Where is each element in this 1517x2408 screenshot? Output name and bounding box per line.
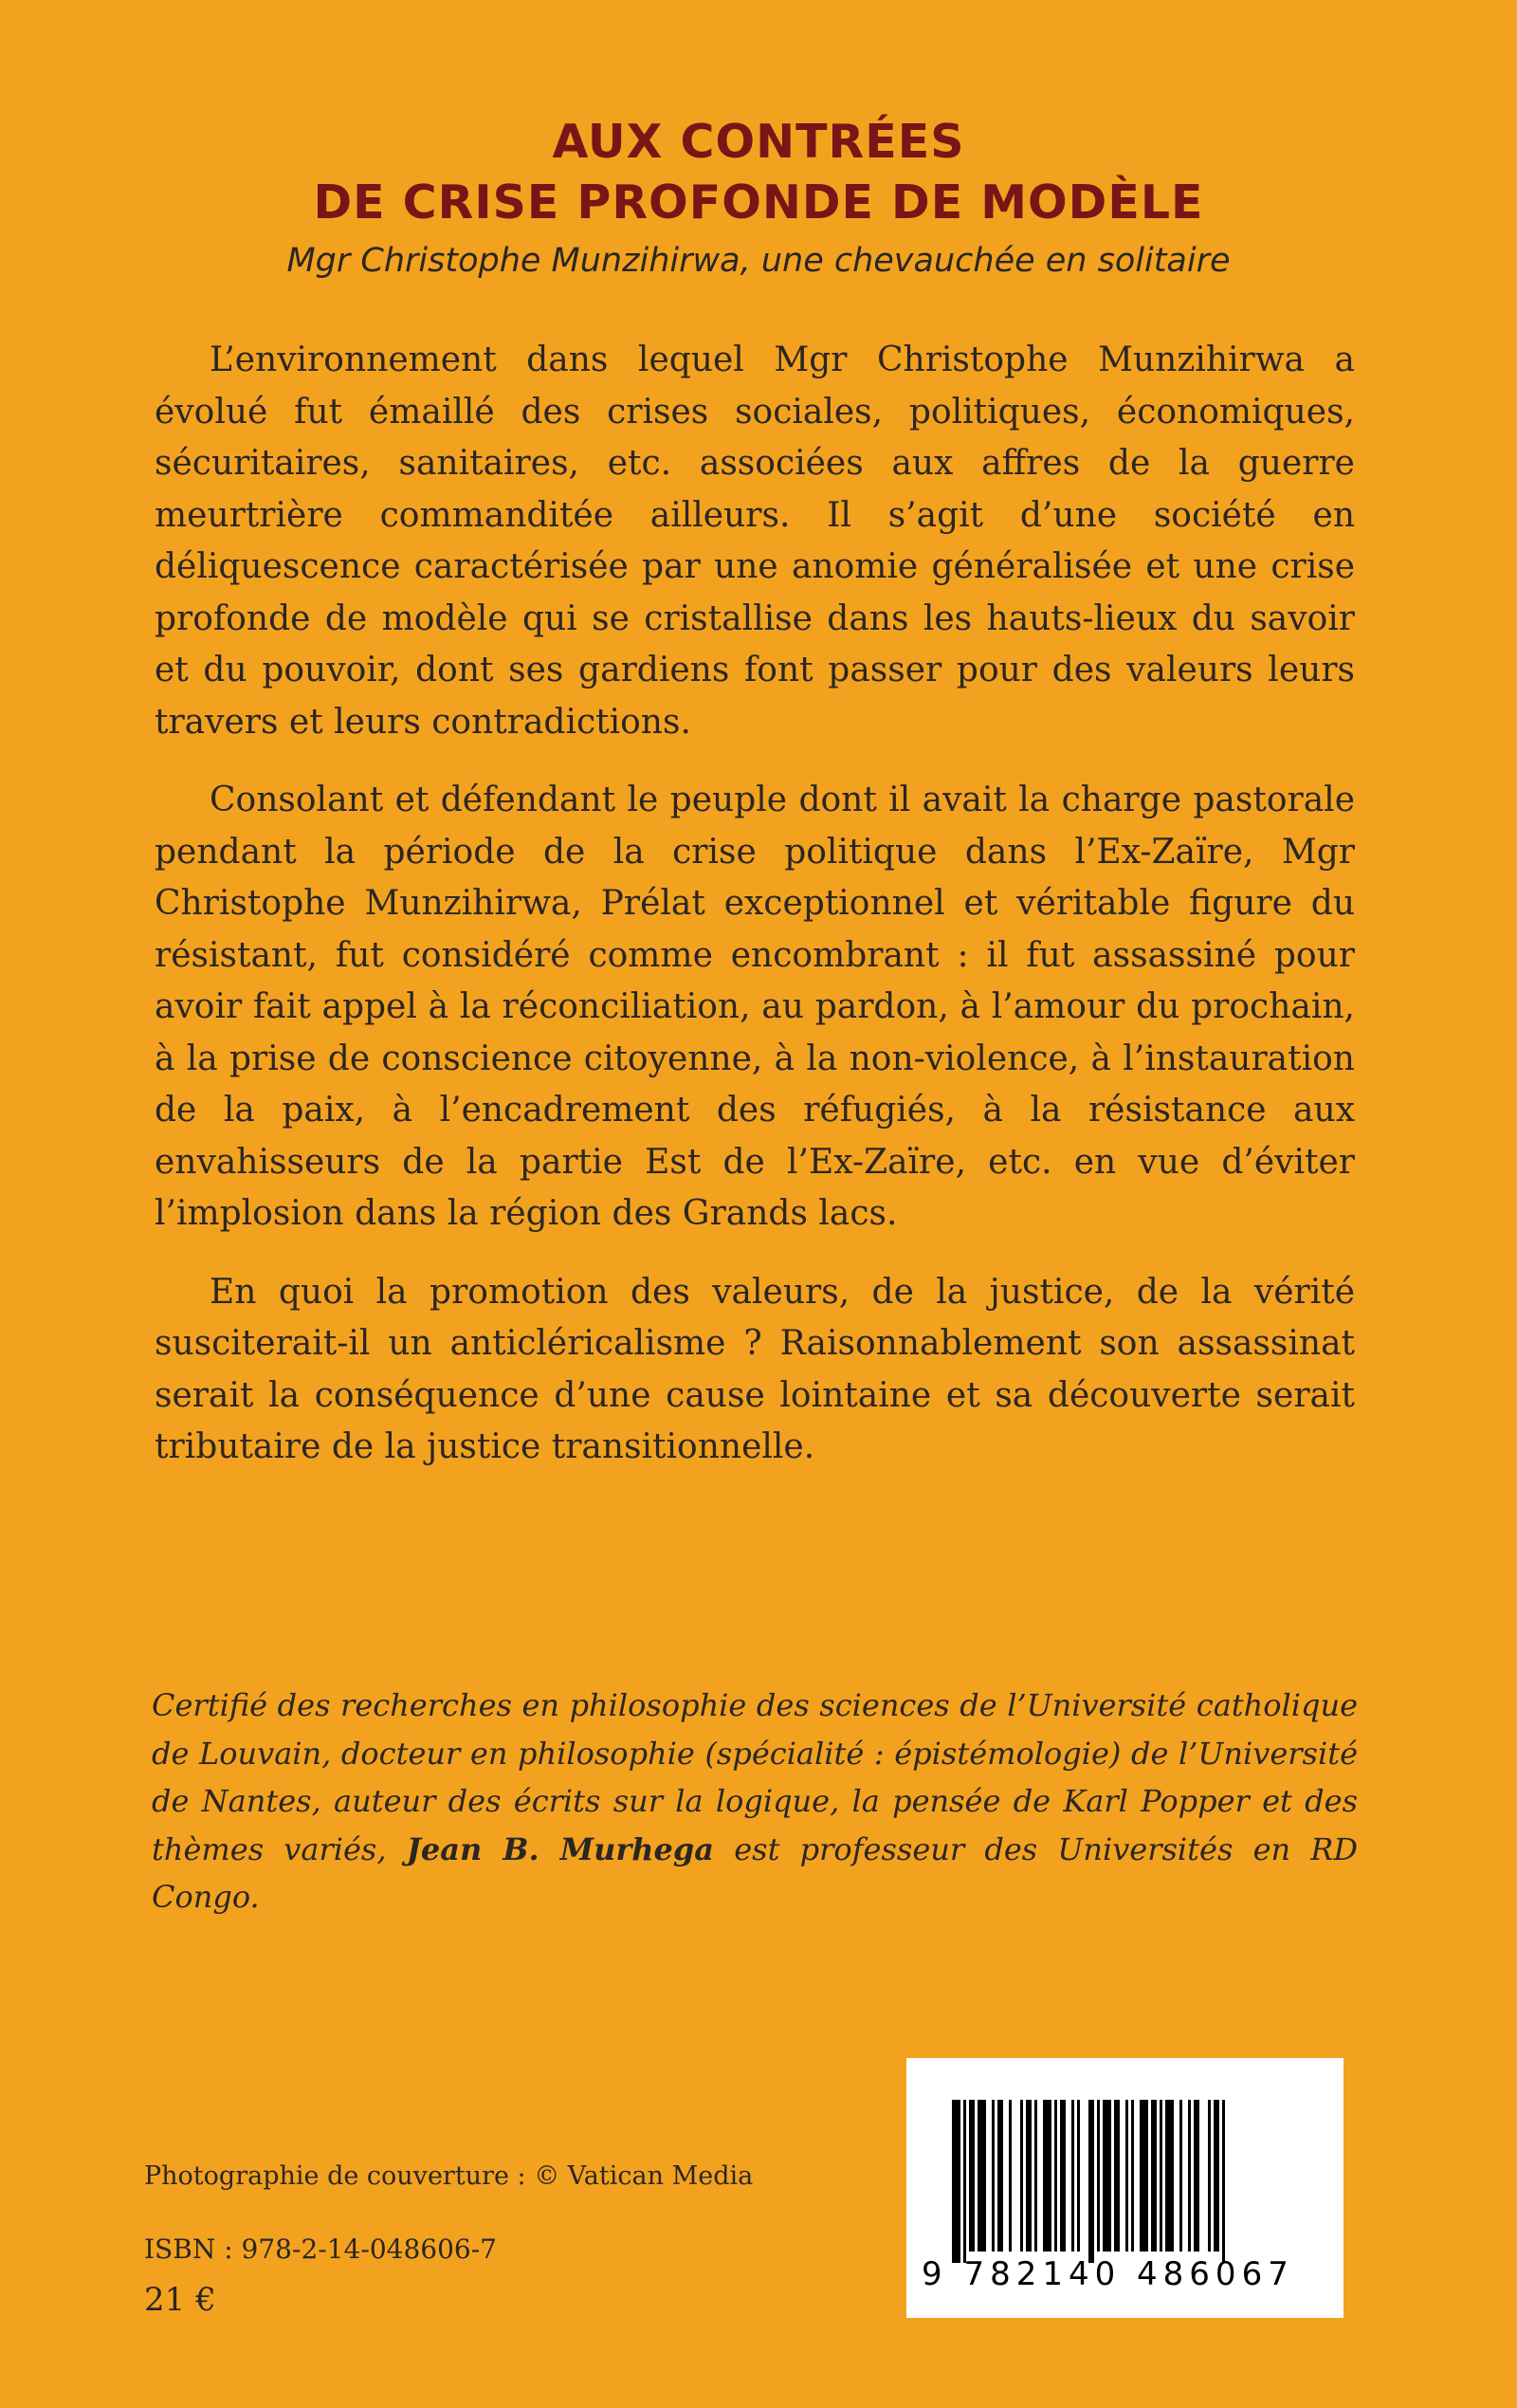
barcode-bar (1009, 2100, 1012, 2252)
price: 21 € (144, 2281, 216, 2319)
title-line-1: AUX CONTRÉES (552, 115, 965, 169)
book-title (0, 112, 1517, 233)
blurb-paragraph-3: En quoi la promotion des valeurs, de la justice, de la vérité susciterait-il un anticléricalisme ? Raisonnablement son assassinat serait la conséquence d’une cause lointaine et sa découverte serait tributaire de la justice transitionnelle. (155, 1272, 1355, 1466)
barcode-bar (1034, 2100, 1037, 2252)
barcode-bar (978, 2100, 986, 2252)
barcode-bar (1208, 2100, 1211, 2252)
author-name: Jean B. Murhega (406, 1830, 715, 1867)
barcode-bar (1140, 2100, 1148, 2252)
blurb-paragraph-1: L’environnement dans lequel Mgr Christophe Munzihirwa a évolué fut émaillé des crises sociales, politiques, économiques, sécuritaires, sanitaires, etc. associées aux affres de la guerre meurtrière commanditée ailleurs. Il s’agit d’une société en déliquescence caractérisée par une anomie généralisée et une crise profonde de modèle qui se cristallise dans les hauts-lieux du savoir et du pouvoir, dont ses gardiens font passer pour des valeurs leurs travers et leurs contradictions. (155, 340, 1355, 742)
book-subtitle: Mgr Christophe Munzihirwa, une chevauchée en solitaire (286, 242, 1231, 280)
barcode-bar (997, 2100, 1003, 2252)
blurb (155, 335, 1355, 1500)
author-bio (152, 1682, 1358, 1921)
barcode (906, 2058, 1343, 2318)
author-bio-outro: est professeur des Universités en RD Congo. (152, 1830, 1359, 1915)
barcode-bar (1020, 2100, 1023, 2252)
title-line-2: DE CRISE PROFONDE DE MODÈLE (313, 175, 1204, 230)
photo-credit: Photographie de couverture : © Vatican Media (144, 2161, 754, 2191)
barcode-digits: 9 782140 486067 (922, 2255, 1294, 2293)
barcode-bar (1097, 2100, 1100, 2252)
barcode-bar (1131, 2100, 1134, 2252)
barcode-bar (1114, 2100, 1120, 2252)
barcode-bar (1088, 2100, 1094, 2263)
barcode-bar (1179, 2100, 1182, 2252)
barcode-bar (992, 2100, 995, 2252)
author-bio-intro: Certifié des recherches en philosophie des sciences de l’Université catholique de Louvain, docteur en philosophie (spécialité : épistémologie) de l’Université de Nantes, auteur des écrits sur la logique, la pensée de Karl Popper et des thèmes variés, (152, 1687, 1358, 1867)
barcode-bar (1222, 2100, 1225, 2263)
barcode-bar (1151, 2100, 1157, 2252)
barcode-bar (1165, 2100, 1174, 2252)
barcode-bar (1214, 2100, 1219, 2252)
barcode-bar (1043, 2100, 1051, 2252)
barcode-bar (963, 2100, 966, 2263)
blurb-paragraph-2: Consolant et défendant le peuple dont il avait la charge pastorale pendant la période de la crise politique dans l’Ex-Zaïre, Mgr Christophe Munzihirwa, Prélat exceptionnel et véritable figure du résistant, fut considéré comme encombrant : il fut assassiné pour avoir fait appel à la réconciliation, au pardon, à l’amour du prochain, à la prise de conscience citoyenne, à la non-violence, à l’instauration de la paix, à l’encadrement des réfugiés, à la résistance aux envahisseurs de la partie Est de l’Ex-Zaïre, etc. en vue d’éviter l’implosion dans la région des Grands lacs. (155, 781, 1355, 1233)
barcode-bar (1125, 2100, 1128, 2252)
barcode-bar (1103, 2100, 1111, 2252)
barcode-bar (952, 2100, 960, 2263)
barcode-bar (1054, 2100, 1057, 2252)
barcode-bar (969, 2100, 975, 2252)
barcode-bar (1188, 2100, 1191, 2252)
barcode-bar (1071, 2100, 1074, 2252)
barcode-bar (1160, 2100, 1162, 2252)
barcode-bar (1026, 2100, 1032, 2252)
isbn: ISBN : 978-2-14-048606-7 (144, 2233, 497, 2265)
barcode-bar (1060, 2100, 1066, 2252)
barcode-bar (1077, 2100, 1080, 2252)
barcode-bar (1194, 2100, 1199, 2252)
